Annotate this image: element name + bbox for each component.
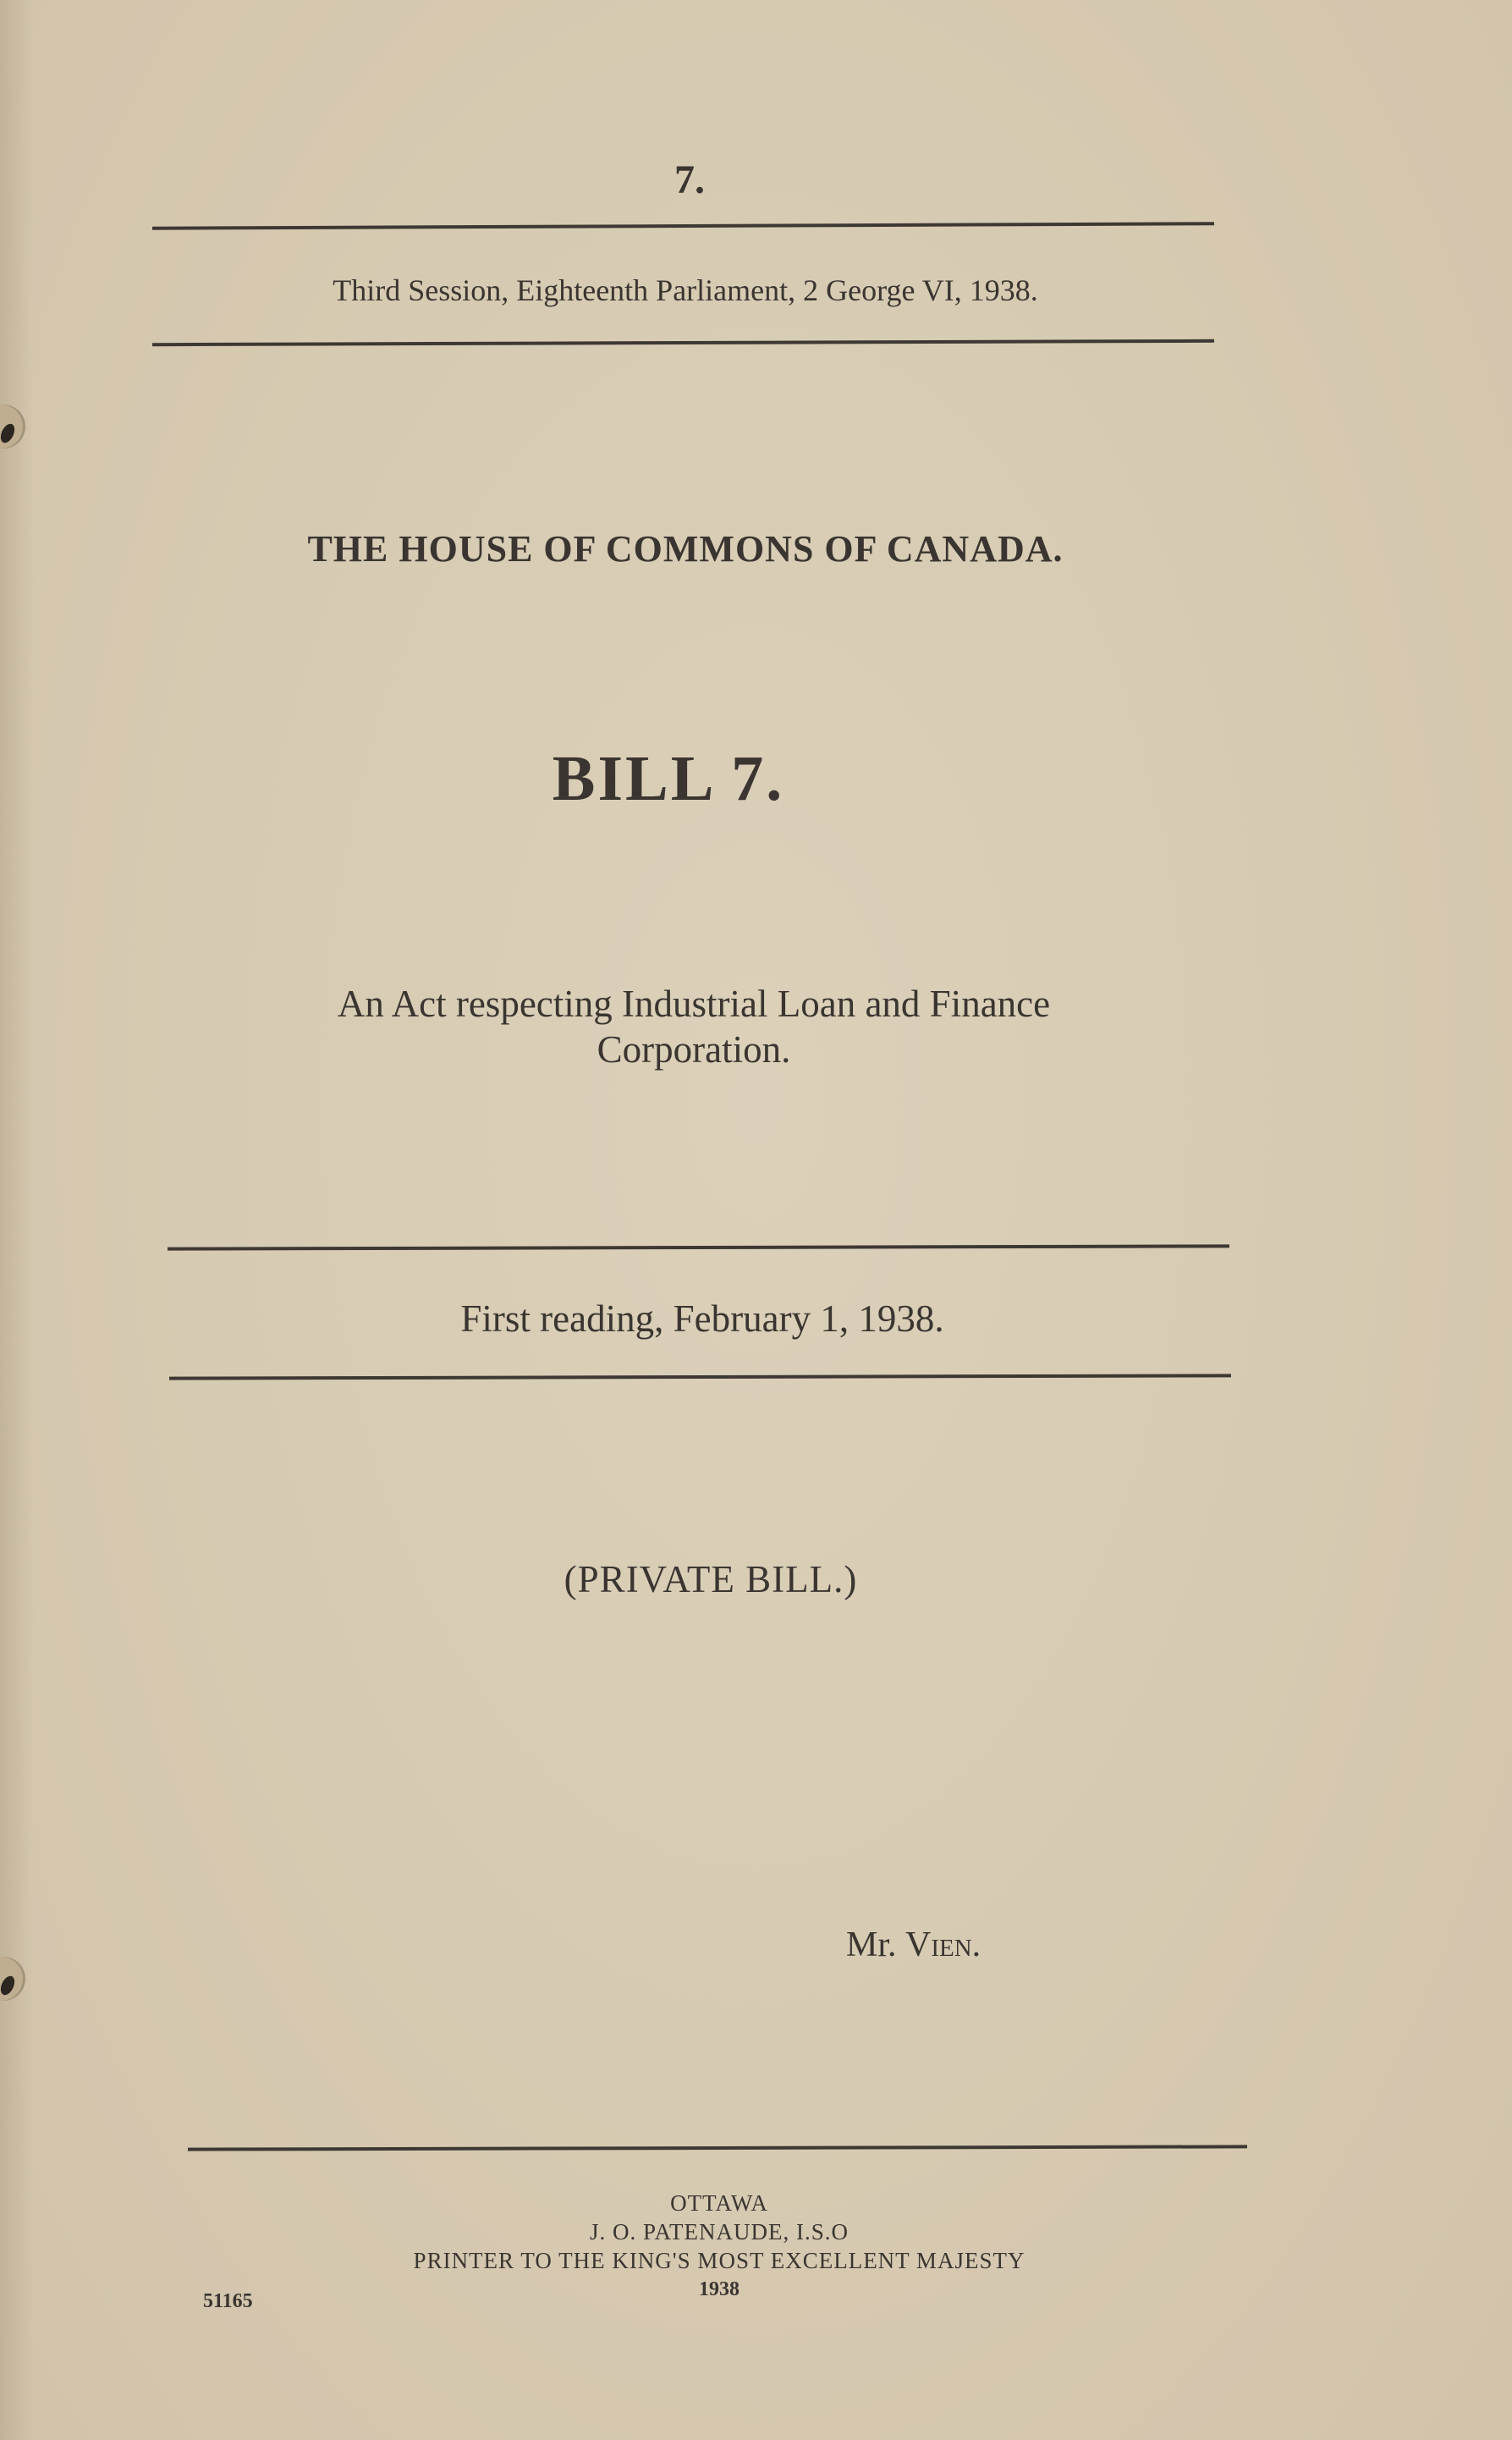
middle-rule-2 — [169, 1374, 1231, 1380]
bill-type-label: (PRIVATE BILL.) — [564, 1558, 858, 1600]
session-line: Third Session, Eighteenth Parliament, 2 George VI, 1938. — [333, 273, 1038, 307]
imprint-year: 1938 — [699, 2278, 740, 2300]
page-edge-shadow — [0, 0, 34, 2440]
first-reading-line: First reading, February 1, 1938. — [460, 1297, 944, 1340]
act-title-line-2: Corporation. — [597, 1028, 791, 1071]
house-title: THE HOUSE OF COMMONS OF CANADA. — [307, 528, 1064, 570]
top-rule-2 — [152, 339, 1214, 346]
top-rule-1 — [152, 222, 1214, 229]
act-title-line-1: An Act respecting Industrial Loan and Finance — [337, 983, 1051, 1025]
sponsor-prefix: Mr. — [846, 1925, 897, 1964]
bill-title: BILL 7. — [552, 743, 785, 814]
sponsor-name: Vien. — [905, 1925, 981, 1964]
imprint-printer-title: PRINTER TO THE KING'S MOST EXCELLENT MAJESTY — [413, 2248, 1025, 2273]
bottom-rule — [188, 2145, 1247, 2151]
imprint-city: OTTAWA — [670, 2190, 768, 2216]
bill-number-heading: 7. — [674, 157, 705, 202]
sponsor-line — [846, 1925, 1066, 1965]
imprint-printer: J. O. PATENAUDE, I.S.O — [589, 2219, 849, 2244]
print-code: 51165 — [203, 2290, 253, 2312]
middle-rule-1 — [168, 1244, 1229, 1250]
